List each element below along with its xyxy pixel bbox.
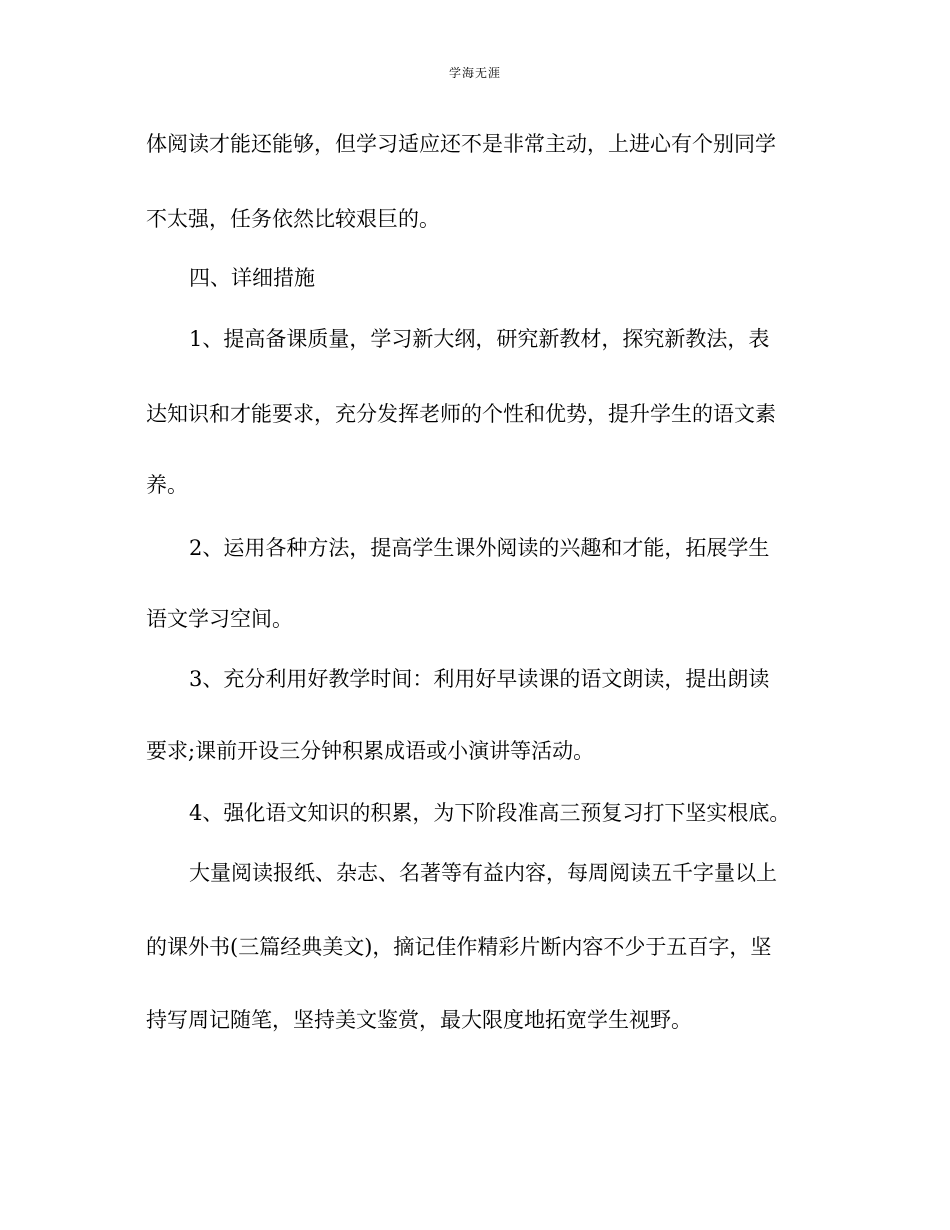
body-line: 达知识和才能要求，充分发挥老师的个性和优势，提升学生的语文素 <box>146 402 776 426</box>
body-line: 不太强，任务依然比较艰巨的。 <box>146 207 440 231</box>
body-line: 大量阅读报纸、杂志、名著等有益内容，每周阅读五千字量以上 <box>189 861 777 885</box>
body-line: 1、提高备课质量，学习新大纲，研究新教材，探究新教法，表 <box>189 327 770 351</box>
body-line: 体阅读才能还能够，但学习适应还不是非常主动，上进心有个别同学 <box>146 132 776 156</box>
body-line: 3、充分利用好教学时间：利用好早读课的语文朗读，提出朗读 <box>189 667 770 691</box>
section-heading: 四、详细措施 <box>189 266 315 290</box>
body-line: 2、运用各种方法，提高学生课外阅读的兴趣和才能，拓展学生 <box>189 536 770 560</box>
body-line: 养。 <box>146 473 188 497</box>
body-line: 4、强化语文知识的积累，为下阶段准高三预复习打下坚实根底。 <box>189 801 791 825</box>
body-line: 要求;课前开设三分钟积累成语或小演讲等活动。 <box>146 739 595 763</box>
body-line: 的课外书(三篇经典美文)，摘记佳作精彩片断内容不少于五百字，坚 <box>146 935 772 959</box>
page-header: 学海无涯 <box>448 66 501 80</box>
body-line: 语文学习空间。 <box>146 607 293 631</box>
body-line: 持写周记随笔，坚持美文鉴赏，最大限度地拓宽学生视野。 <box>146 1008 692 1032</box>
